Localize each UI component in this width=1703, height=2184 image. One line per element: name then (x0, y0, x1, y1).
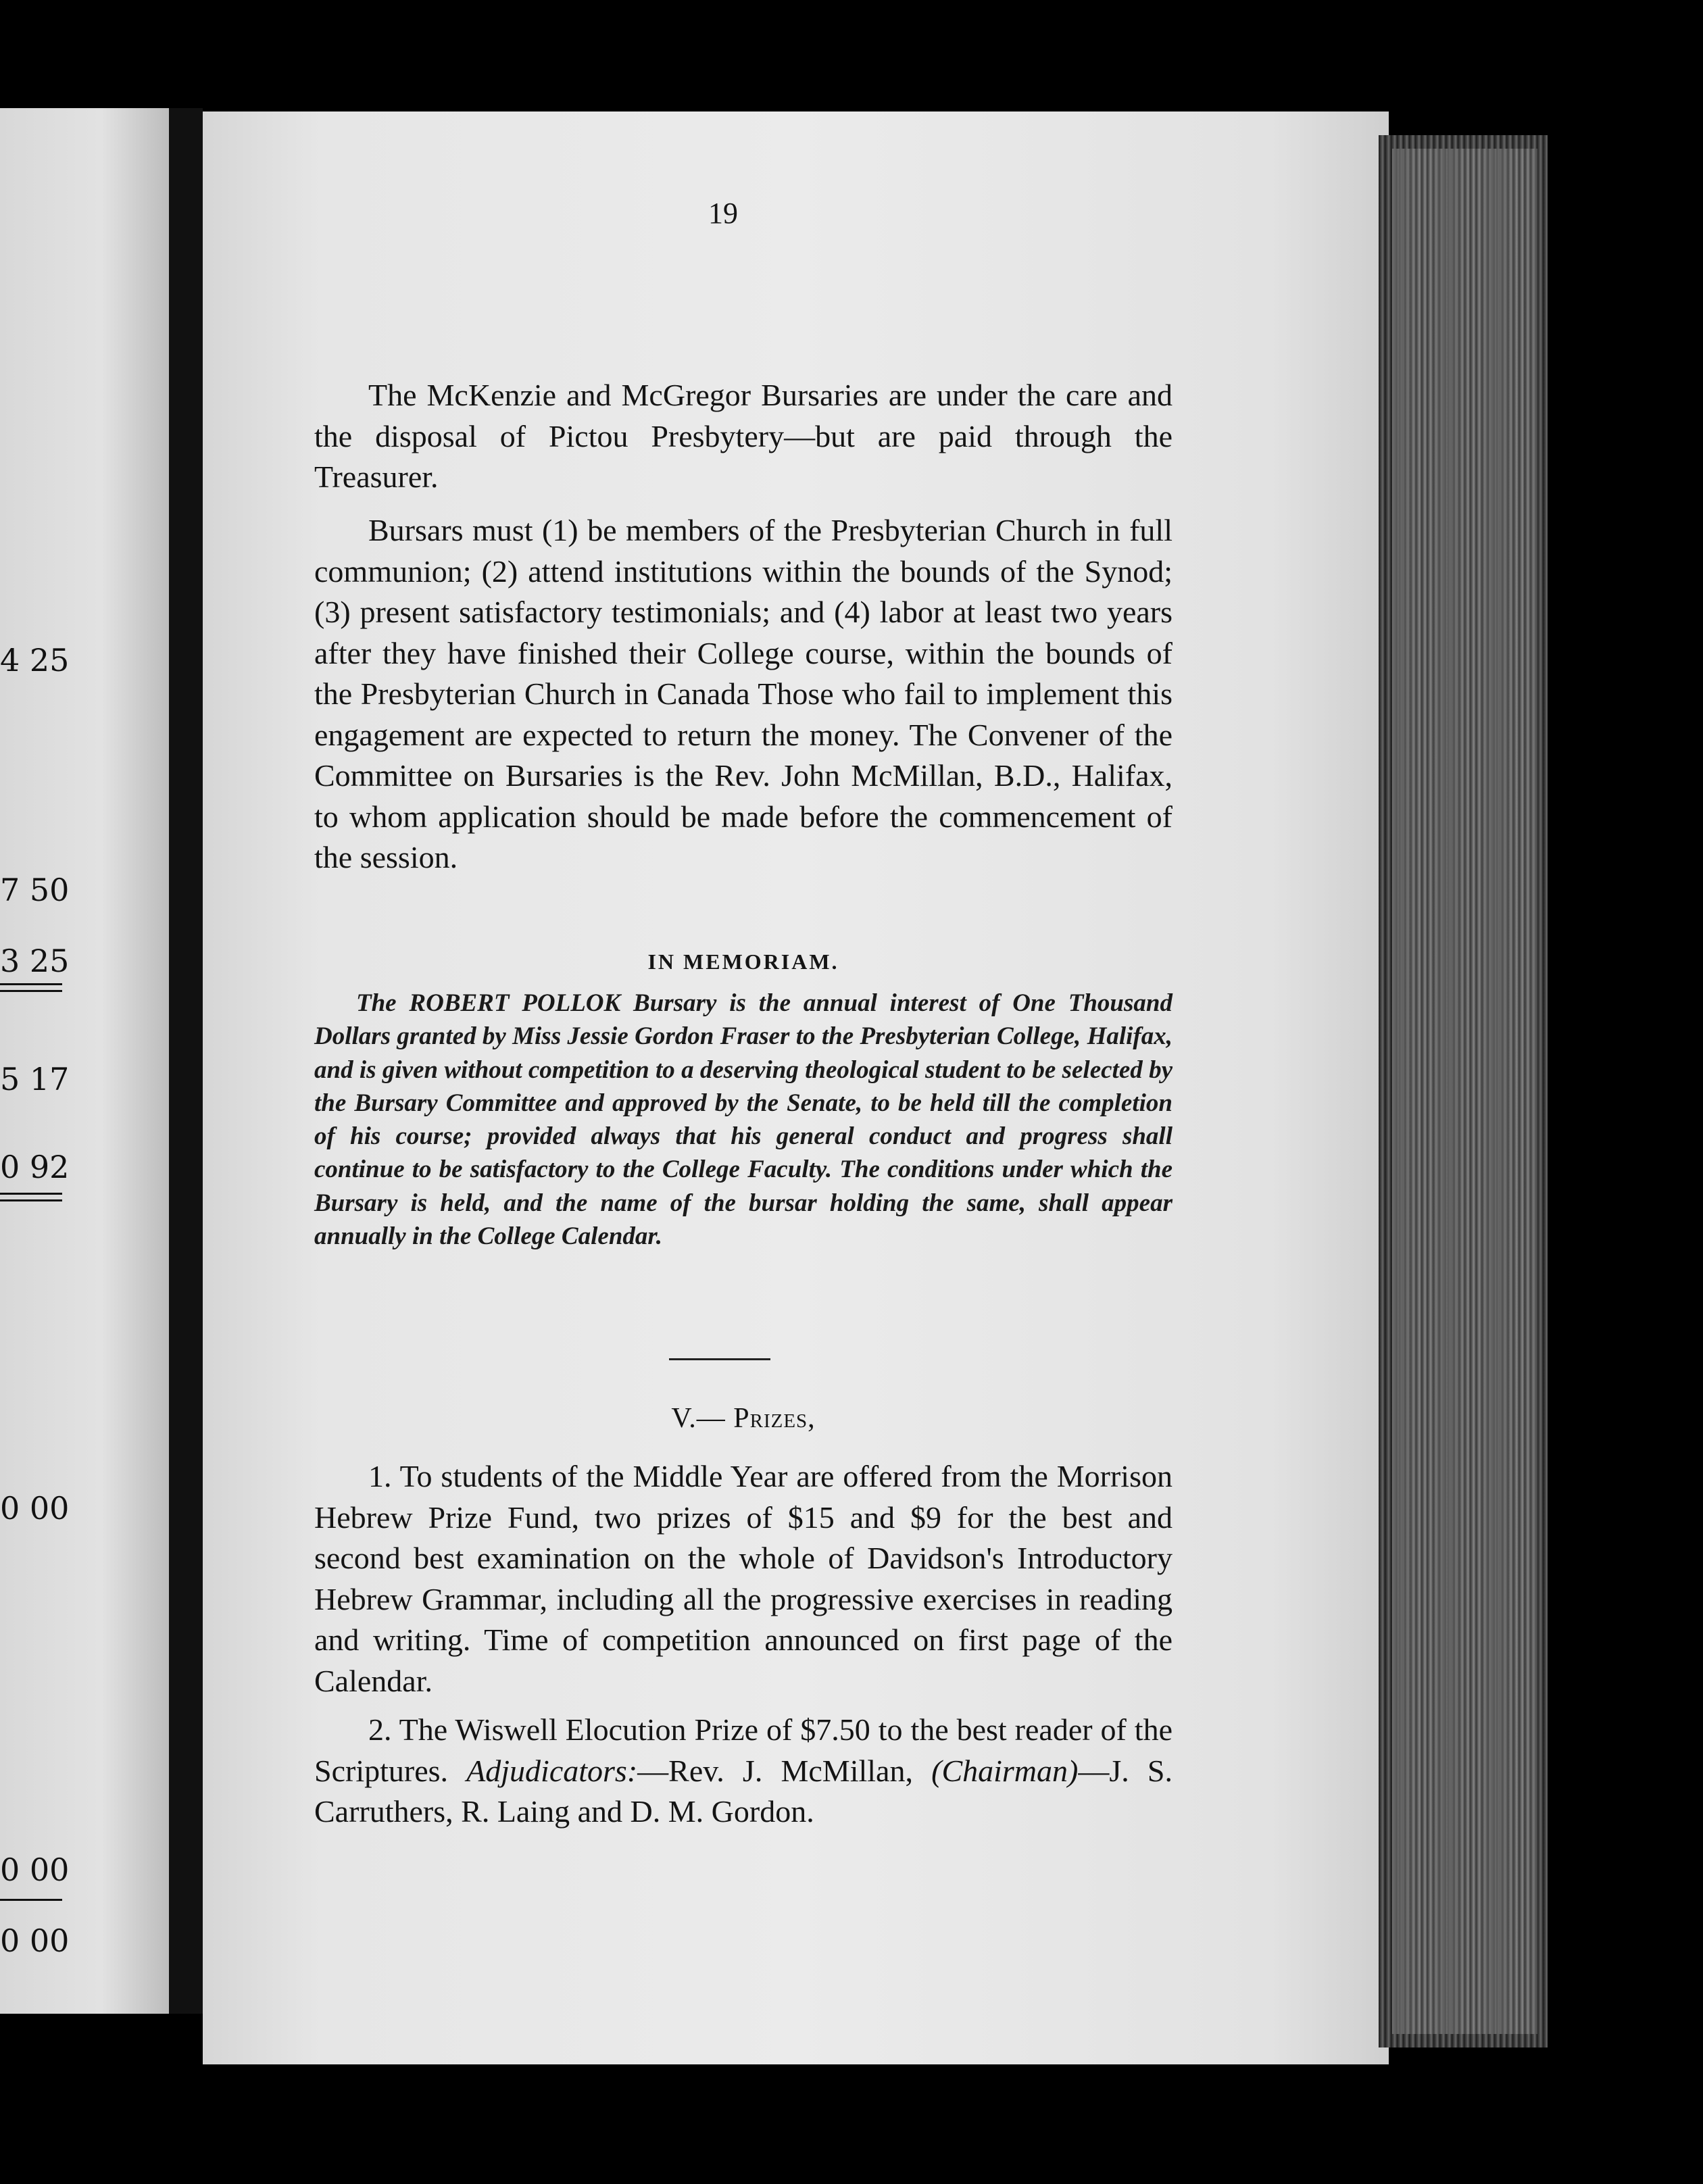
section-divider (669, 1358, 770, 1360)
adjudicators-label: Adjudicators: (466, 1753, 638, 1788)
left-page-fragment: 0 00 (0, 1922, 70, 1959)
left-page-fragment: 0 00 (0, 1852, 70, 1888)
left-page-fragment: 4 25 (0, 642, 70, 678)
left-page-rule (0, 1899, 62, 1901)
left-page-fragment: 3 25 (0, 943, 70, 979)
left-page-rule (0, 1193, 62, 1195)
prize-item-2-rest: —Rev. J. McMillan, (637, 1753, 913, 1788)
left-page-fragment: 0 92 (0, 1149, 70, 1185)
left-page-rule (0, 983, 62, 985)
left-page-rule (0, 1199, 62, 1201)
prize-item-1: 1. To students of the Middle Year are offered from the Morrison Hebrew Prize Fund, two prizes of $15 and $9 for the best and second best examination on the whole of Davidson's Introductory Hebrew Grammar, including all the progressive exercises in reading and writing. Time of competition announced on first page of the Calendar. (314, 1459, 1173, 1698)
left-page-rule (0, 990, 62, 992)
paragraph-bursar-requirements: Bursars must (1) be members of the Presbyterian Church in full communion; (2) attend institutions within the bounds of the Synod; (3) present satisfactory testimonials; and (4) labor at least two years after they have finished their College course, within the bounds of the Presbyterian Church in Canada Those who fail to implement this engagement are expected to return the money. The Convener of the Committee on Bursaries is the Rev. John McMillan, B.D., Halifax, to whom application should be made before the commencement of the session. (314, 513, 1173, 874)
prize-item-2-lead: 2. The Wiswell Elocution Prize of $7.50 to the best reader of the Scriptures. (314, 1712, 1173, 1788)
memoriam-heading: IN MEMORIAM. (647, 949, 839, 974)
chairman-label: (Chairman) (931, 1753, 1079, 1788)
left-page-fragment: 7 50 (0, 872, 70, 908)
prize-item-2-end: —J. S. Carruthers, R. Laing and D. M. Gordon. (314, 1753, 1173, 1829)
left-page-fragment: 5 17 (0, 1061, 70, 1097)
paragraph-bursaries-admin: The McKenzie and McGregor Bursaries are under the care and the disposal of Pictou Presbytery—but are paid through the Treasurer. (314, 378, 1173, 494)
page-number: 19 (708, 197, 738, 230)
book-gutter (169, 108, 203, 2014)
left-page-fragment: 0 00 (0, 1490, 70, 1527)
page-stack-texture (1392, 149, 1537, 2034)
prizes-heading: V.— Prizes, (671, 1403, 816, 1434)
prize-item-2 (314, 1710, 1173, 1833)
memoriam-paragraph: The ROBERT POLLOK Bursary is the annual interest of One Thousand Dollars granted by Miss Jessie Gordon Fraser to the Presbyterian College, Halifax, and is given without competition to a deserving theological student to be selected by the Bursary Committee and approved by the Senate, to be held till the completion of his course; provided always that his general conduct and progress shall continue to be satisfactory to the College Faculty. The conditions under which the Bursary is held, and the name of the bursar holding the same, shall appear annually in the College Calendar. (314, 989, 1173, 1251)
